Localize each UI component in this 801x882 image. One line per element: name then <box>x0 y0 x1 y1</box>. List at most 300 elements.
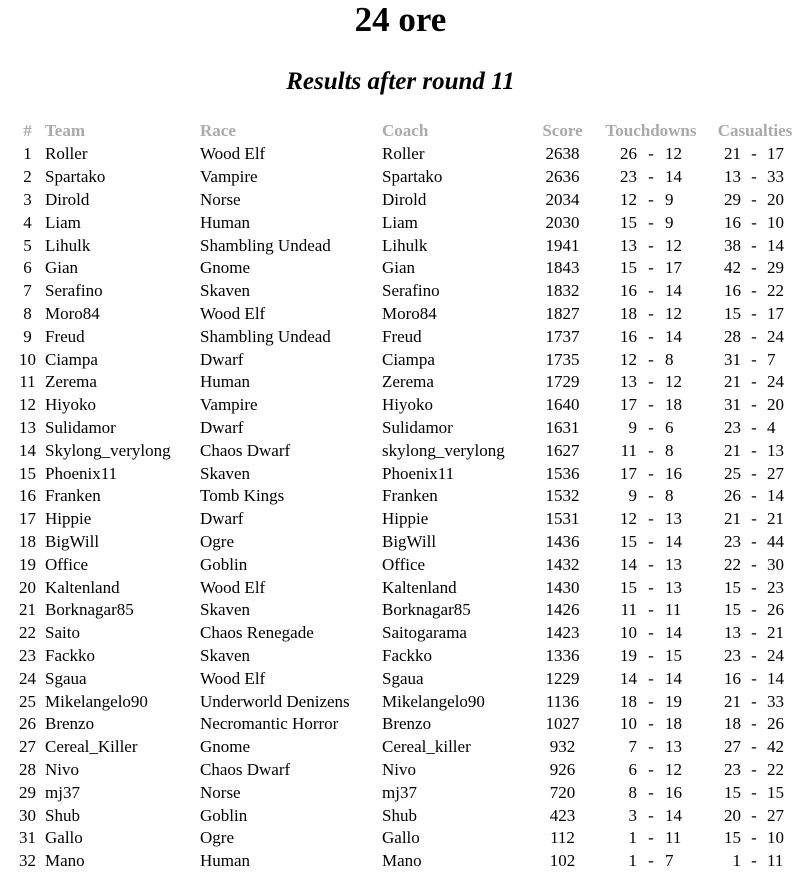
row-touchdowns-for: 1 <box>628 851 637 871</box>
row-touchdowns <box>593 713 709 736</box>
row-touchdowns-against: 13 <box>665 554 682 574</box>
row-touchdowns-for: 17 <box>620 395 637 415</box>
row-team: Serafino <box>45 281 103 301</box>
separator: - <box>751 737 757 757</box>
separator: - <box>751 805 757 825</box>
row-rank: 16 <box>19 486 36 506</box>
row-touchdowns-against: 14 <box>665 805 682 825</box>
row-casualties <box>709 189 801 212</box>
table-row <box>10 371 801 394</box>
row-casualties-for: 29 <box>724 189 741 209</box>
row-coach: Mano <box>382 851 422 871</box>
row-touchdowns-for: 3 <box>628 805 637 825</box>
row-team: mj37 <box>45 782 80 802</box>
row-score: 1631 <box>545 417 580 437</box>
separator: - <box>648 828 654 848</box>
row-touchdowns <box>593 508 709 531</box>
row-coach: Gian <box>382 258 416 278</box>
table-row <box>10 827 801 850</box>
row-touchdowns-against: 14 <box>665 623 682 643</box>
table-row <box>10 166 801 189</box>
row-casualties-against: 27 <box>767 463 784 483</box>
row-touchdowns <box>593 850 709 873</box>
row-rank: 8 <box>23 303 32 323</box>
row-casualties <box>709 348 801 371</box>
row-score: 102 <box>549 851 576 871</box>
row-touchdowns <box>593 827 709 850</box>
separator: - <box>648 691 654 711</box>
row-touchdowns-against: 15 <box>665 645 682 665</box>
table-row <box>10 211 801 234</box>
row-casualties-for: 21 <box>724 509 741 529</box>
separator: - <box>751 486 757 506</box>
separator: - <box>648 577 654 597</box>
row-casualties-for: 15 <box>724 577 741 597</box>
table-row <box>10 234 801 257</box>
row-casualties <box>709 234 801 257</box>
row-touchdowns-against: 19 <box>665 691 682 711</box>
row-touchdowns <box>593 439 709 462</box>
row-casualties <box>709 531 801 554</box>
row-coach: Spartako <box>382 167 443 187</box>
row-touchdowns-against: 13 <box>665 577 682 597</box>
row-casualties-against: 27 <box>767 805 784 825</box>
row-touchdowns-for: 16 <box>620 326 637 346</box>
row-touchdowns-against: 17 <box>665 258 682 278</box>
row-score: 1640 <box>545 395 580 415</box>
separator: - <box>648 509 654 529</box>
row-score: 2636 <box>545 167 580 187</box>
row-casualties-for: 16 <box>724 668 741 688</box>
row-casualties-for: 15 <box>724 303 741 323</box>
header-row <box>10 119 801 143</box>
row-touchdowns <box>593 257 709 280</box>
row-touchdowns-for: 23 <box>620 167 637 187</box>
row-coach: Hiyoko <box>382 395 433 415</box>
row-race: Skaven <box>200 600 251 620</box>
row-race: Wood Elf <box>200 303 266 323</box>
row-score: 2030 <box>545 212 580 232</box>
row-rank: 15 <box>19 463 36 483</box>
row-team: Kaltenland <box>45 577 120 597</box>
table-row <box>10 531 801 554</box>
separator: - <box>648 531 654 551</box>
row-team: Ciampa <box>45 349 98 369</box>
row-casualties-against: 44 <box>767 531 784 551</box>
row-touchdowns-against: 13 <box>665 737 682 757</box>
row-touchdowns-against: 8 <box>665 486 674 506</box>
row-touchdowns-for: 18 <box>620 303 637 323</box>
header-race: Race <box>200 121 236 140</box>
separator: - <box>751 235 757 255</box>
row-team: Freud <box>45 326 85 346</box>
row-race: Goblin <box>200 554 248 574</box>
separator: - <box>648 759 654 779</box>
row-touchdowns-for: 7 <box>628 737 637 757</box>
row-touchdowns-against: 11 <box>665 828 682 848</box>
header-touchdowns: Touchdowns <box>605 121 697 140</box>
row-coach: Serafino <box>382 281 440 301</box>
separator: - <box>648 805 654 825</box>
row-coach: Hippie <box>382 509 429 529</box>
separator: - <box>648 167 654 187</box>
row-casualties <box>709 508 801 531</box>
table-row <box>10 508 801 531</box>
row-touchdowns-against: 12 <box>665 144 682 164</box>
row-race: Wood Elf <box>200 144 266 164</box>
row-casualties <box>709 553 801 576</box>
row-rank: 6 <box>23 258 32 278</box>
row-touchdowns <box>593 303 709 326</box>
row-rank: 3 <box>23 189 32 209</box>
row-casualties-for: 23 <box>724 417 741 437</box>
row-coach: Cereal_killer <box>382 737 471 757</box>
row-touchdowns-for: 14 <box>620 554 637 574</box>
row-touchdowns-for: 1 <box>628 828 637 848</box>
row-touchdowns-for: 9 <box>628 486 637 506</box>
row-casualties <box>709 417 801 440</box>
separator: - <box>751 463 757 483</box>
row-casualties-against: 22 <box>767 759 784 779</box>
separator: - <box>648 645 654 665</box>
row-casualties-for: 42 <box>724 258 741 278</box>
row-team: Roller <box>45 144 88 164</box>
row-coach: Moro84 <box>382 303 437 323</box>
row-casualties <box>709 690 801 713</box>
separator: - <box>751 577 757 597</box>
table-row <box>10 690 801 713</box>
row-rank: 17 <box>19 509 36 529</box>
table-row <box>10 599 801 622</box>
row-race: Chaos Dwarf <box>200 759 291 779</box>
row-rank: 21 <box>19 600 36 620</box>
table-row <box>10 781 801 804</box>
row-touchdowns-against: 11 <box>665 600 682 620</box>
separator: - <box>751 440 757 460</box>
row-casualties-against: 14 <box>767 486 784 506</box>
row-casualties-against: 24 <box>767 645 784 665</box>
row-touchdowns-for: 12 <box>620 509 637 529</box>
separator: - <box>648 851 654 871</box>
row-race: Wood Elf <box>200 668 266 688</box>
row-casualties-against: 21 <box>767 623 784 643</box>
row-team: Sgaua <box>45 668 87 688</box>
row-race: Dwarf <box>200 509 244 529</box>
row-team: Saito <box>45 623 80 643</box>
header-score: Score <box>542 121 583 140</box>
row-casualties-against: 26 <box>767 714 784 734</box>
header-num: # <box>23 121 32 140</box>
header-team: Team <box>45 121 85 140</box>
table-row <box>10 713 801 736</box>
row-touchdowns-for: 10 <box>620 714 637 734</box>
row-touchdowns-for: 15 <box>620 577 637 597</box>
row-coach: Dirold <box>382 189 427 209</box>
row-touchdowns-against: 12 <box>665 759 682 779</box>
results-table <box>10 119 801 873</box>
row-casualties-for: 27 <box>724 737 741 757</box>
row-casualties-against: 10 <box>767 212 784 232</box>
row-casualties-against: 14 <box>767 668 784 688</box>
row-touchdowns-for: 8 <box>628 782 637 802</box>
row-coach: Brenzo <box>382 714 432 734</box>
separator: - <box>648 212 654 232</box>
row-rank: 27 <box>19 737 36 757</box>
row-touchdowns-against: 8 <box>665 349 674 369</box>
row-coach: Franken <box>382 486 438 506</box>
row-touchdowns <box>593 234 709 257</box>
separator: - <box>751 326 757 346</box>
row-touchdowns-against: 12 <box>665 235 682 255</box>
row-touchdowns-against: 7 <box>665 851 674 871</box>
separator: - <box>648 189 654 209</box>
row-team: Hippie <box>45 509 92 529</box>
row-rank: 20 <box>19 577 36 597</box>
row-score: 1432 <box>545 554 580 574</box>
separator: - <box>648 372 654 392</box>
separator: - <box>648 554 654 574</box>
separator: - <box>648 623 654 643</box>
row-casualties-for: 38 <box>724 235 741 255</box>
row-touchdowns-against: 14 <box>665 281 682 301</box>
row-casualties-against: 17 <box>767 144 784 164</box>
table-row <box>10 462 801 485</box>
row-rank: 9 <box>23 326 32 346</box>
row-casualties-against: 15 <box>767 782 784 802</box>
table-row <box>10 622 801 645</box>
table-row <box>10 257 801 280</box>
row-touchdowns <box>593 280 709 303</box>
separator: - <box>648 440 654 460</box>
row-score: 1229 <box>545 668 580 688</box>
row-casualties-for: 20 <box>724 805 741 825</box>
separator: - <box>751 851 757 871</box>
row-coach: Roller <box>382 144 425 164</box>
row-race: Vampire <box>200 395 258 415</box>
row-race: Chaos Dwarf <box>200 440 291 460</box>
row-casualties <box>709 485 801 508</box>
row-casualties <box>709 280 801 303</box>
row-coach: Office <box>382 554 426 574</box>
row-rank: 14 <box>19 440 36 460</box>
row-touchdowns-against: 14 <box>665 326 682 346</box>
row-score: 1532 <box>545 486 580 506</box>
row-rank: 11 <box>19 372 36 392</box>
row-score: 932 <box>549 737 576 757</box>
row-casualties <box>709 781 801 804</box>
row-race: Wood Elf <box>200 577 266 597</box>
separator: - <box>751 828 757 848</box>
row-casualties <box>709 371 801 394</box>
row-coach: BigWill <box>382 531 437 551</box>
separator: - <box>751 395 757 415</box>
row-casualties-against: 26 <box>767 600 784 620</box>
row-touchdowns <box>593 325 709 348</box>
row-rank: 31 <box>19 828 36 848</box>
row-touchdowns <box>593 622 709 645</box>
row-casualties <box>709 622 801 645</box>
row-race: Goblin <box>200 805 248 825</box>
row-touchdowns-against: 18 <box>665 395 682 415</box>
row-team: Nivo <box>45 759 79 779</box>
row-touchdowns-against: 9 <box>665 189 674 209</box>
row-touchdowns-against: 14 <box>665 167 682 187</box>
row-casualties-against: 7 <box>767 349 776 369</box>
row-race: Gnome <box>200 737 251 757</box>
row-casualties <box>709 394 801 417</box>
row-race: Norse <box>200 782 241 802</box>
separator: - <box>751 258 757 278</box>
separator: - <box>751 281 757 301</box>
row-casualties-for: 18 <box>724 714 741 734</box>
row-casualties <box>709 759 801 782</box>
row-team: Hiyoko <box>45 395 96 415</box>
row-score: 2034 <box>545 189 580 209</box>
row-casualties-against: 21 <box>767 509 784 529</box>
row-touchdowns <box>593 348 709 371</box>
row-rank: 19 <box>19 554 36 574</box>
row-touchdowns <box>593 690 709 713</box>
table-row <box>10 576 801 599</box>
row-touchdowns-against: 13 <box>665 509 682 529</box>
row-score: 112 <box>550 828 575 848</box>
row-touchdowns-for: 13 <box>620 235 637 255</box>
row-rank: 2 <box>23 167 32 187</box>
row-coach: Freud <box>382 326 422 346</box>
row-touchdowns-for: 15 <box>620 212 637 232</box>
separator: - <box>648 258 654 278</box>
row-rank: 24 <box>19 668 36 688</box>
row-rank: 30 <box>19 805 36 825</box>
row-casualties-for: 31 <box>724 395 741 415</box>
row-touchdowns <box>593 759 709 782</box>
row-casualties <box>709 166 801 189</box>
row-coach: Mikelangelo90 <box>382 691 485 711</box>
row-coach: Sgaua <box>382 668 424 688</box>
row-casualties-for: 31 <box>724 349 741 369</box>
row-touchdowns <box>593 166 709 189</box>
row-race: Skaven <box>200 463 251 483</box>
row-casualties-for: 15 <box>724 782 741 802</box>
table-row <box>10 667 801 690</box>
table-row <box>10 325 801 348</box>
row-rank: 18 <box>19 531 36 551</box>
row-score: 1737 <box>545 326 580 346</box>
row-team: Shub <box>45 805 80 825</box>
row-team: Liam <box>45 212 81 232</box>
separator: - <box>648 600 654 620</box>
results-body <box>10 143 801 873</box>
separator: - <box>751 144 757 164</box>
row-team: BigWill <box>45 531 100 551</box>
separator: - <box>751 714 757 734</box>
row-casualties-against: 42 <box>767 737 784 757</box>
row-touchdowns <box>593 781 709 804</box>
row-casualties-against: 14 <box>767 235 784 255</box>
row-race: Shambling Undead <box>200 235 331 255</box>
row-casualties-for: 22 <box>724 554 741 574</box>
row-team: Phoenix11 <box>45 463 118 483</box>
row-casualties-for: 13 <box>724 623 741 643</box>
row-coach: Zerema <box>382 372 434 392</box>
row-score: 1027 <box>545 714 580 734</box>
row-touchdowns <box>593 531 709 554</box>
separator: - <box>648 417 654 437</box>
row-score: 1336 <box>545 645 580 665</box>
row-team: Office <box>45 554 89 574</box>
row-score: 423 <box>549 805 576 825</box>
row-touchdowns-against: 14 <box>665 531 682 551</box>
row-touchdowns-for: 17 <box>620 463 637 483</box>
row-score: 1426 <box>545 600 580 620</box>
row-race: Ogre <box>200 828 234 848</box>
table-row <box>10 143 801 166</box>
row-coach: Saitogarama <box>382 623 467 643</box>
row-coach: Sulidamor <box>382 417 453 437</box>
row-casualties-for: 23 <box>724 531 741 551</box>
row-casualties <box>709 462 801 485</box>
row-casualties-for: 13 <box>724 167 741 187</box>
row-casualties-against: 24 <box>767 372 784 392</box>
row-race: Dwarf <box>200 417 244 437</box>
row-team: Gian <box>45 258 79 278</box>
row-touchdowns-against: 6 <box>665 417 674 437</box>
row-score: 1136 <box>545 691 580 711</box>
row-race: Human <box>200 212 251 232</box>
row-coach: Gallo <box>382 828 420 848</box>
row-score: 1735 <box>545 349 580 369</box>
row-team: Spartako <box>45 167 106 187</box>
row-touchdowns <box>593 576 709 599</box>
row-touchdowns <box>593 553 709 576</box>
row-coach: Fackko <box>382 645 433 665</box>
table-row <box>10 645 801 668</box>
row-score: 1627 <box>545 440 580 460</box>
row-rank: 1 <box>23 144 32 164</box>
row-race: Human <box>200 851 251 871</box>
table-row <box>10 804 801 827</box>
table-row <box>10 394 801 417</box>
row-touchdowns-for: 6 <box>628 759 637 779</box>
row-touchdowns-for: 11 <box>620 440 637 460</box>
header-coach: Coach <box>382 121 429 140</box>
table-row <box>10 485 801 508</box>
table-row <box>10 736 801 759</box>
row-touchdowns <box>593 599 709 622</box>
row-touchdowns-for: 14 <box>620 668 637 688</box>
row-rank: 22 <box>19 623 36 643</box>
row-touchdowns <box>593 211 709 234</box>
separator: - <box>648 395 654 415</box>
row-rank: 29 <box>19 782 36 802</box>
row-team: Brenzo <box>45 714 95 734</box>
row-coach: Borknagar85 <box>382 600 471 620</box>
row-casualties-against: 30 <box>767 554 784 574</box>
row-race: Necromantic Horror <box>200 714 339 734</box>
separator: - <box>751 212 757 232</box>
row-team: Sulidamor <box>45 417 116 437</box>
row-team: Moro84 <box>45 303 100 323</box>
row-casualties <box>709 667 801 690</box>
separator: - <box>648 303 654 323</box>
row-rank: 10 <box>19 349 36 369</box>
row-team: Gallo <box>45 828 83 848</box>
row-casualties-for: 21 <box>724 440 741 460</box>
separator: - <box>751 759 757 779</box>
row-coach: mj37 <box>382 782 417 802</box>
row-casualties-against: 24 <box>767 326 784 346</box>
row-race: Human <box>200 372 251 392</box>
